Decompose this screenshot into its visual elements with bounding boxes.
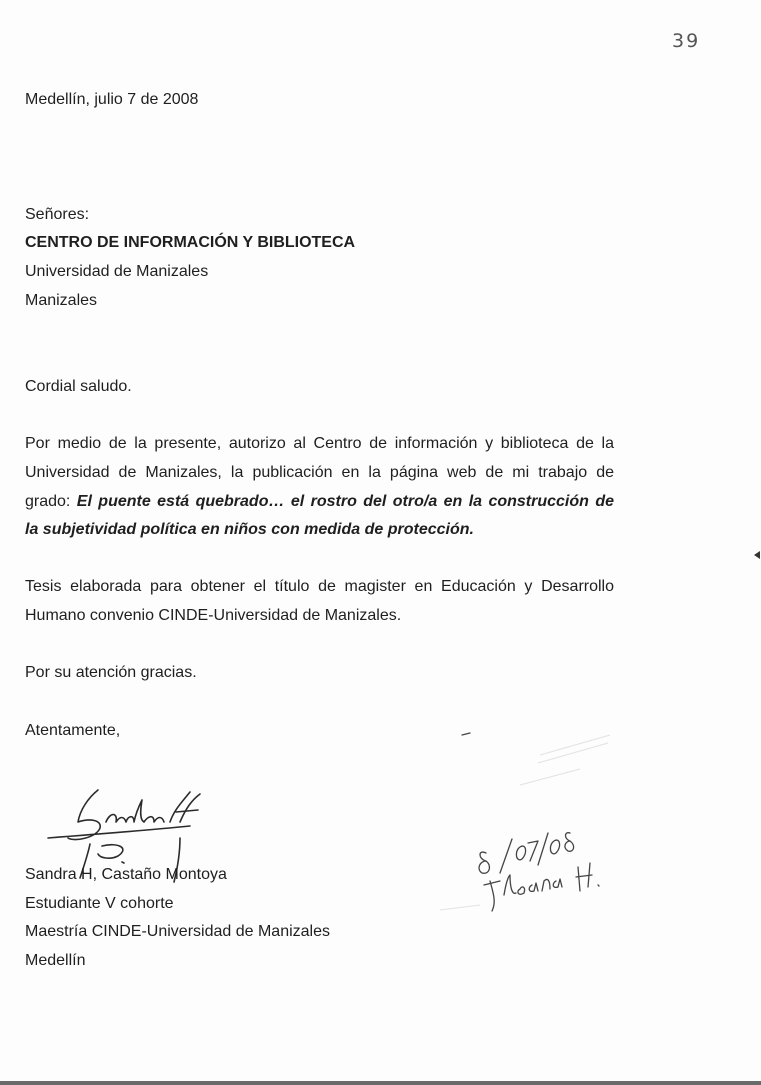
date-line: Medellín, julio 7 de 2008 xyxy=(25,91,199,108)
body-paragraph-1-line-2: Universidad de Manizales, la publicación en la página web de mi trabajo de xyxy=(25,464,614,481)
body-paragraph-2-line-2: Humano convenio CINDE-Universidad de Manizales. xyxy=(25,607,402,624)
signer-program: Maestría CINDE-Universidad de Manizales xyxy=(25,923,330,940)
page-number: 39 xyxy=(672,30,701,52)
scan-edge xyxy=(0,1081,761,1085)
recipient-university: Universidad de Manizales xyxy=(25,263,209,280)
body-paragraph-1-line-3 xyxy=(25,492,614,512)
received-note xyxy=(420,725,620,915)
body-paragraph-1-line-1: Por medio de la presente, autorizo al Centro de información y biblioteca de la xyxy=(25,435,614,452)
signer-role: Estudiante V cohorte xyxy=(25,895,174,912)
body-paragraph-2-line-1: Tesis elaborada para obtener el título de magister en Educación y Desarrollo xyxy=(25,578,614,595)
thesis-title-line-1: El puente está quebrado… el rostro del otro/a en la construcción de xyxy=(76,493,614,510)
recipient-city: Manizales xyxy=(25,292,98,309)
grado-label: grado: xyxy=(25,493,71,510)
signer-city: Medellín xyxy=(25,952,86,969)
signer-name: Sandra H, Castaño Montoya xyxy=(25,866,227,883)
recipient-institution: CENTRO DE INFORMACIÓN Y BIBLIOTECA xyxy=(25,234,356,251)
recipient-salutation: Señores: xyxy=(25,206,90,223)
thesis-title-line-2: la subjetividad política en niños con medida de protección. xyxy=(25,521,474,538)
closing: Atentamente, xyxy=(25,722,121,739)
greeting: Cordial saludo. xyxy=(25,378,132,395)
margin-mark xyxy=(754,551,760,559)
body-paragraph-3: Por su atención gracias. xyxy=(25,664,197,681)
